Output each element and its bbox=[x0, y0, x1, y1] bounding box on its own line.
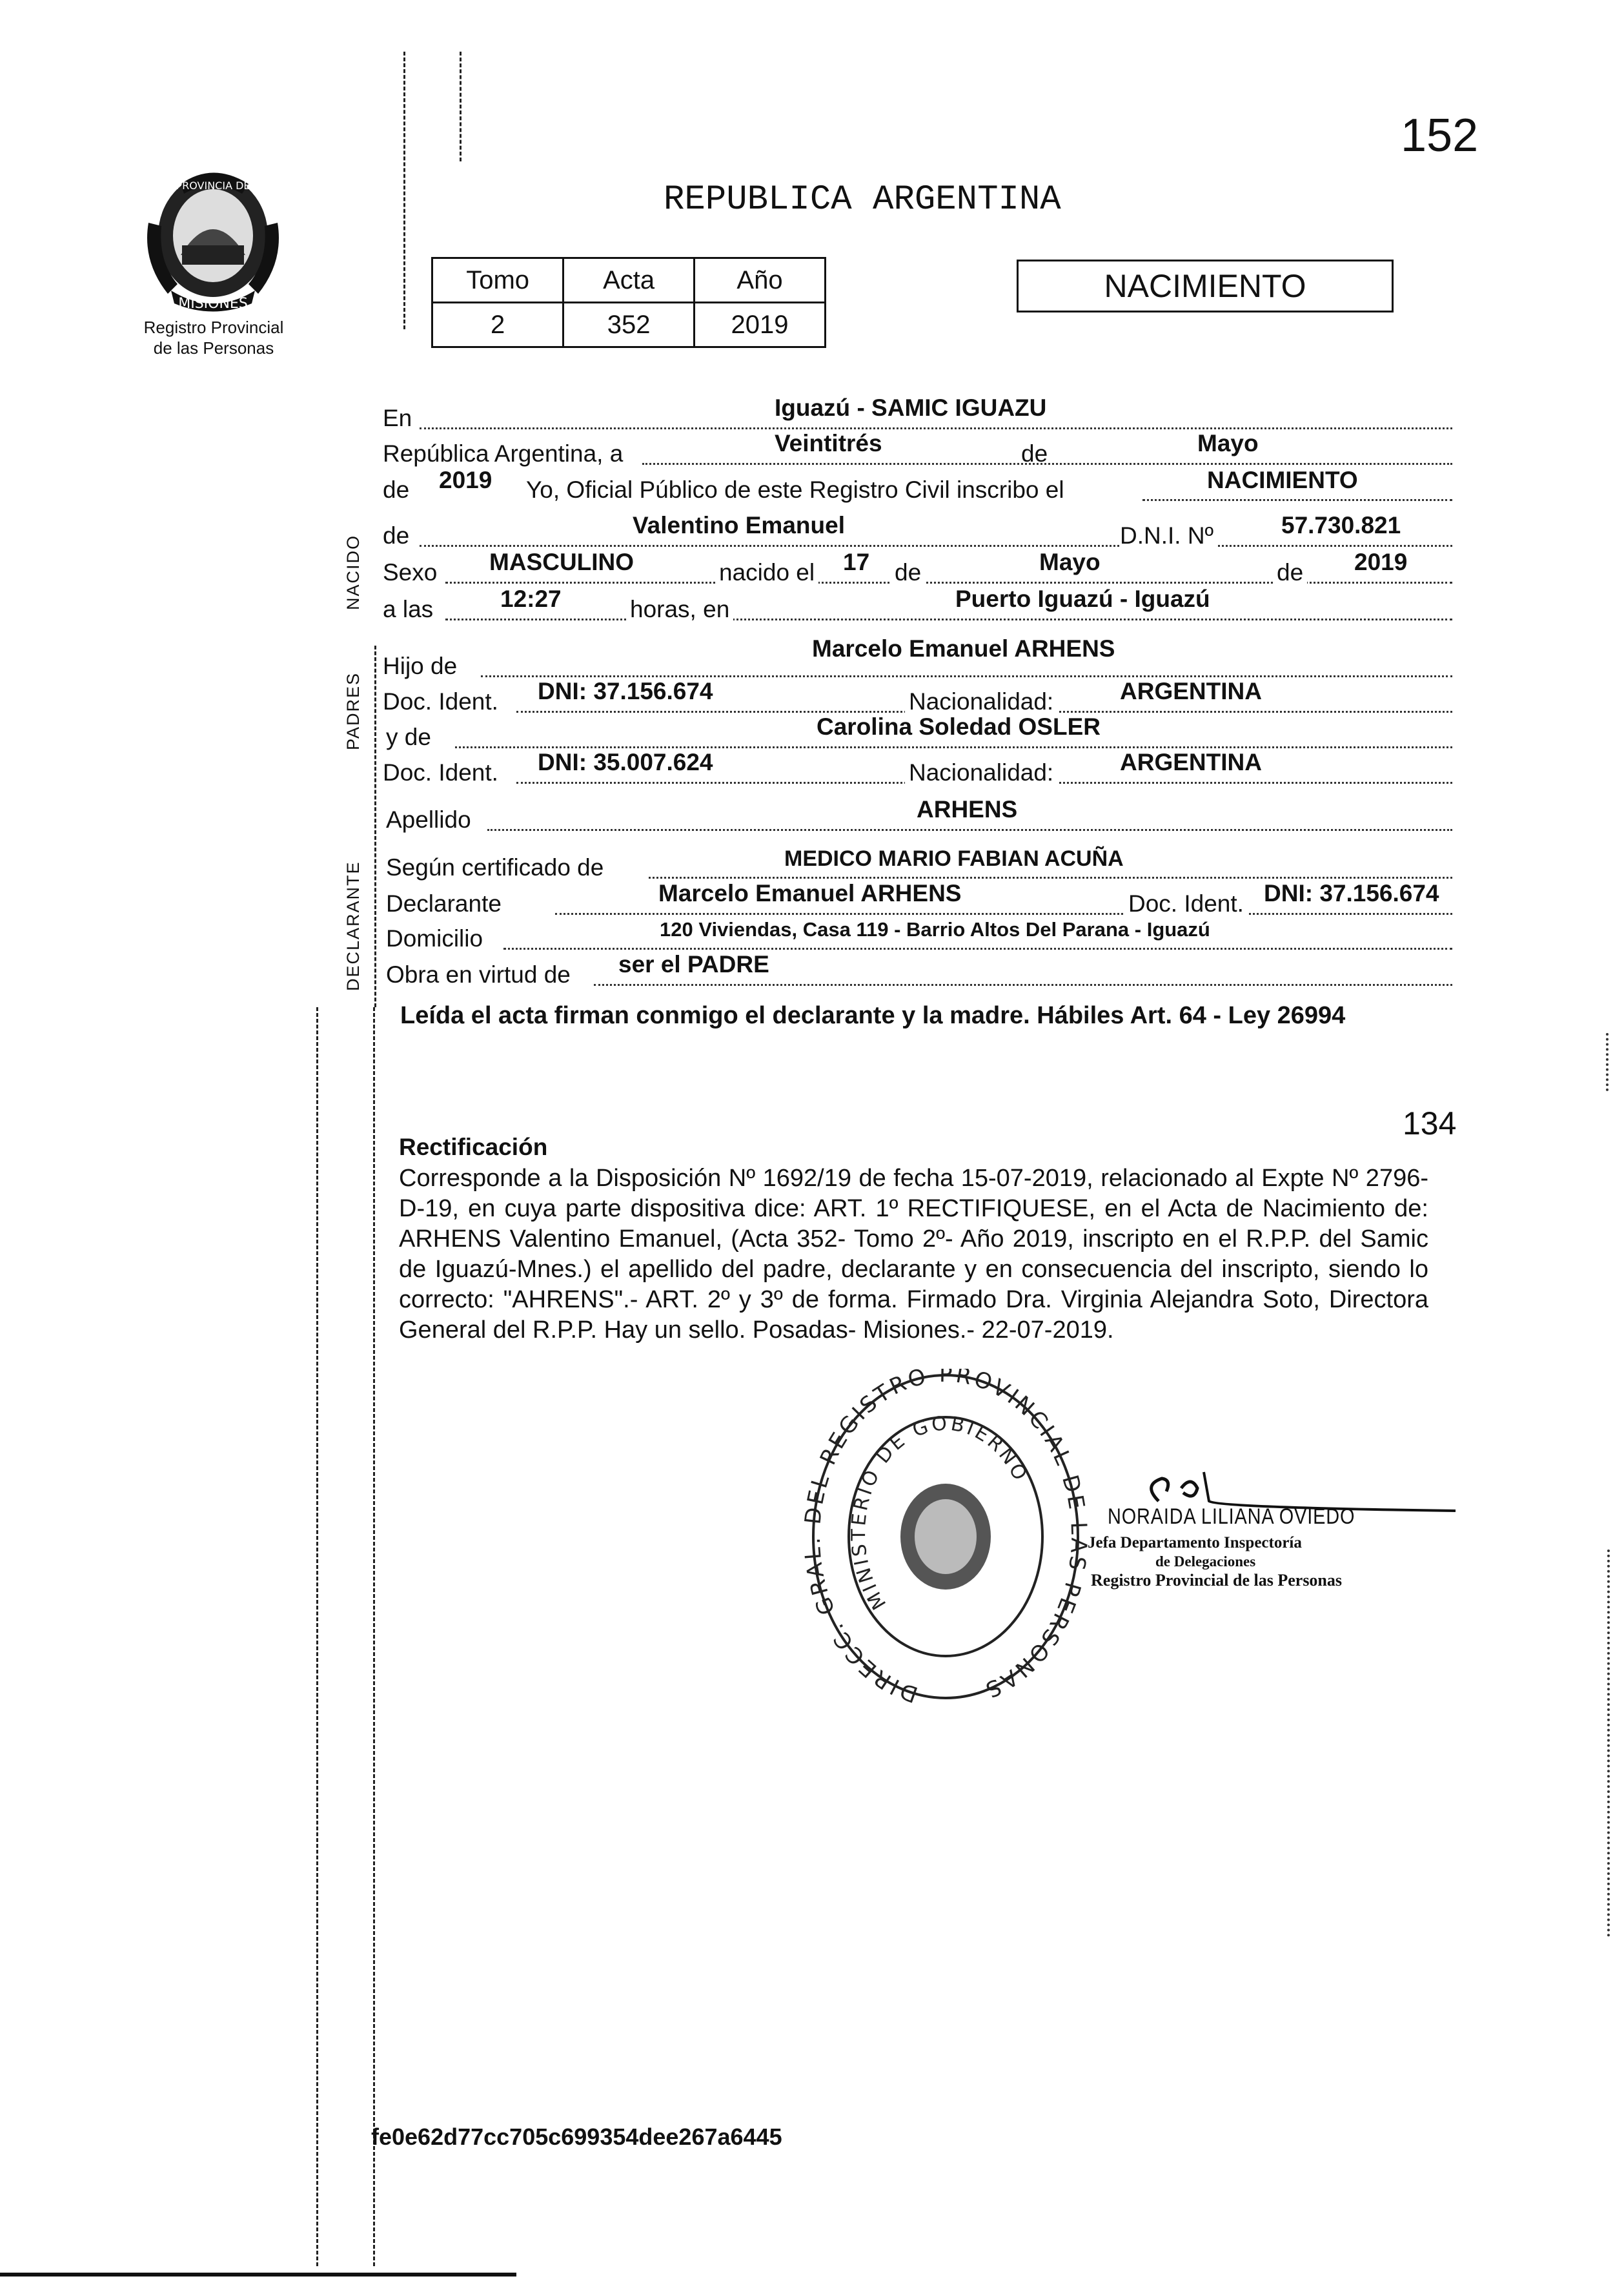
label-segun-certificado: Según certificado de bbox=[386, 854, 604, 881]
svg-text:DIRECC. GRAL. DEL REGISTRO PRO: DIRECC. GRA EL REGISTRO PROVINCIAL DE PERSONAS bbox=[804, 1369, 1088, 1704]
svg-text:PROVINCIA DE: PROVINCIA DE bbox=[176, 179, 250, 192]
signatory-title: de Delegaciones bbox=[1155, 1553, 1256, 1570]
value-mes-nac: Mayo bbox=[1039, 549, 1101, 575]
bottom-rule bbox=[0, 2273, 516, 2277]
table-cell: 2 bbox=[432, 303, 563, 347]
label-republica: República Argentina, a bbox=[383, 440, 624, 467]
page-number: 152 bbox=[1401, 110, 1479, 161]
label-a-las: a las bbox=[383, 596, 434, 622]
value-dia-nac: 17 bbox=[843, 549, 870, 575]
label-nacionalidad: Nacionalidad: bbox=[905, 759, 1057, 787]
fill-line bbox=[445, 619, 1452, 620]
table-header: Año bbox=[694, 258, 825, 303]
official-stamp bbox=[804, 1369, 1088, 1704]
label-hijo-de: Hijo de bbox=[383, 653, 458, 679]
value-obra: ser el PADRE bbox=[618, 951, 769, 977]
label-en: En bbox=[383, 405, 412, 431]
label-obra-en-virtud: Obra en virtud de bbox=[386, 961, 571, 988]
label-dni: D.N.I. Nº bbox=[1120, 522, 1217, 550]
svg-text:MISIONES: MISIONES bbox=[178, 296, 248, 312]
table-cell: 2019 bbox=[694, 303, 825, 347]
value-madre-doc: DNI: 35.007.624 bbox=[538, 749, 713, 775]
value-apellido: ARHENS bbox=[917, 796, 1018, 823]
value-declarante-doc: DNI: 37.156.674 bbox=[1264, 880, 1439, 906]
label-de: de bbox=[1021, 440, 1048, 467]
value-declarante: Marcelo Emanuel ARHENS bbox=[658, 880, 962, 906]
fill-line bbox=[420, 545, 1452, 547]
record-table bbox=[431, 257, 826, 348]
record-type-box: NACIMIENTO bbox=[1017, 260, 1394, 312]
label-y-de: y de bbox=[386, 724, 431, 750]
table-header: Tomo bbox=[432, 258, 563, 303]
table-cell: 352 bbox=[563, 303, 695, 347]
value-padre: Marcelo Emanuel ARHENS bbox=[812, 635, 1115, 662]
value-acto: NACIMIENTO bbox=[1207, 467, 1358, 493]
label-doc-ident: Doc. Ident. bbox=[383, 759, 498, 786]
margin-line bbox=[373, 1007, 375, 2266]
fill-line bbox=[649, 877, 1452, 879]
label-horas-en: horas, en bbox=[626, 595, 733, 624]
svg-text:MINISTERIO DE GOBIERNO: MINISTERIO DE GOBIERNO bbox=[848, 1412, 1033, 1613]
signature-statement: Leída el acta firman conmigo el declarante y la madre. Hábiles Art. 64 - Ley 26994 bbox=[400, 1002, 1346, 1029]
value-mes: Mayo bbox=[1197, 430, 1259, 456]
value-nombre: Valentino Emanuel bbox=[633, 512, 845, 538]
rectification-body: Corresponde a la Disposición Nº 1692/19 de fecha 15-07-2019, relacionado al Expte Nº 2796-D-19, en cuya parte dispositiva dice: ART. 1º RECTIFIQUESE, en el Acta de Nacimiento de: ARHENS Valentino Emanuel, (Acta 352- Tomo 2º- Año 2019, inscripto en el R.P.P. del Samic de Iguazú-Mnes.) el apellido del padre, declarante y en consecuencia del inscripto, siendo lo correcto: "AHRENS".- ART. 2º y 3º de forma. Firmado Dra. Virginia Alejandra Soto, Directora General del R.P.P. Hay un sello. Posadas- Misiones.- 22-07-2019. bbox=[399, 1165, 1428, 1344]
value-hora: 12:27 bbox=[500, 586, 562, 612]
value-lugar: Iguazú - SAMIC IGUAZU bbox=[775, 394, 1047, 421]
value-anio-nac: 2019 bbox=[1354, 549, 1408, 575]
value-madre-nac: ARGENTINA bbox=[1120, 749, 1262, 775]
section-label-nacido: NACIDO bbox=[343, 534, 363, 610]
label-apellido: Apellido bbox=[386, 806, 471, 833]
fill-line bbox=[503, 948, 1452, 950]
registry-name-line1: Registro Provincial bbox=[143, 318, 284, 337]
value-sexo: MASCULINO bbox=[489, 549, 634, 575]
value-certificado: MEDICO MARIO FABIAN ACUÑA bbox=[784, 846, 1124, 871]
value-dni: 57.730.821 bbox=[1281, 512, 1401, 538]
margin-line bbox=[460, 52, 462, 161]
label-yo-oficial: Yo, Oficial Público de este Registro Civil inscribo el bbox=[526, 476, 1064, 503]
label-declarante: Declarante bbox=[386, 890, 502, 917]
value-padre-doc: DNI: 37.156.674 bbox=[538, 678, 713, 704]
label-sexo: Sexo bbox=[383, 559, 438, 586]
fill-line bbox=[420, 427, 1452, 429]
secondary-number: 134 bbox=[1403, 1105, 1457, 1141]
label-doc-ident: Doc. Ident. bbox=[1124, 890, 1248, 918]
fill-line bbox=[487, 829, 1452, 831]
margin-line bbox=[374, 646, 376, 1007]
table-header: Acta bbox=[563, 258, 695, 303]
scan-mark bbox=[1607, 1550, 1614, 1937]
label-de: de bbox=[383, 476, 410, 503]
coat-of-arms-logo bbox=[142, 165, 284, 316]
label-domicilio: Domicilio bbox=[386, 925, 483, 952]
label-de: de bbox=[1273, 558, 1307, 587]
section-label-padres: PADRES bbox=[343, 671, 363, 750]
rectification-title: Rectificación bbox=[399, 1134, 548, 1160]
label-de: de bbox=[383, 522, 410, 549]
signatory-name: NORAIDA LILIANA OVIEDO bbox=[1108, 1504, 1355, 1529]
value-madre: Carolina Soledad OSLER bbox=[817, 713, 1101, 740]
scan-mark bbox=[1606, 1033, 1612, 1091]
fill-line bbox=[555, 913, 1452, 915]
value-lugar-nac: Puerto Iguazú - Iguazú bbox=[955, 586, 1210, 612]
label-nacionalidad: Nacionalidad: bbox=[905, 688, 1057, 716]
value-anio: 2019 bbox=[439, 467, 492, 493]
label-nacido-el: nacido el bbox=[715, 558, 818, 587]
document-title: REPUBLICA ARGENTINA bbox=[664, 180, 1061, 220]
value-domicilio: 120 Viviendas, Casa 119 - Barrio Altos Del Parana - Iguazú bbox=[660, 918, 1210, 941]
signatory-title: Registro Provincial de las Personas bbox=[1091, 1571, 1343, 1590]
label-doc-ident: Doc. Ident. bbox=[383, 688, 498, 715]
value-padre-nac: ARGENTINA bbox=[1120, 678, 1262, 704]
label-de: de bbox=[891, 558, 925, 587]
fill-line bbox=[1142, 499, 1452, 501]
margin-line bbox=[316, 1007, 318, 2266]
registry-name-line2: de las Personas bbox=[153, 338, 274, 358]
section-label-declarante: DECLARANTE bbox=[343, 861, 363, 991]
margin-line bbox=[403, 52, 405, 329]
fill-line bbox=[594, 984, 1452, 986]
value-dia: Veintitrés bbox=[775, 430, 882, 456]
document-hash: fe0e62d77cc705c699354dee267a6445 bbox=[371, 2123, 782, 2150]
signatory-title: Jefa Departamento Inspectoría bbox=[1088, 1534, 1302, 1551]
